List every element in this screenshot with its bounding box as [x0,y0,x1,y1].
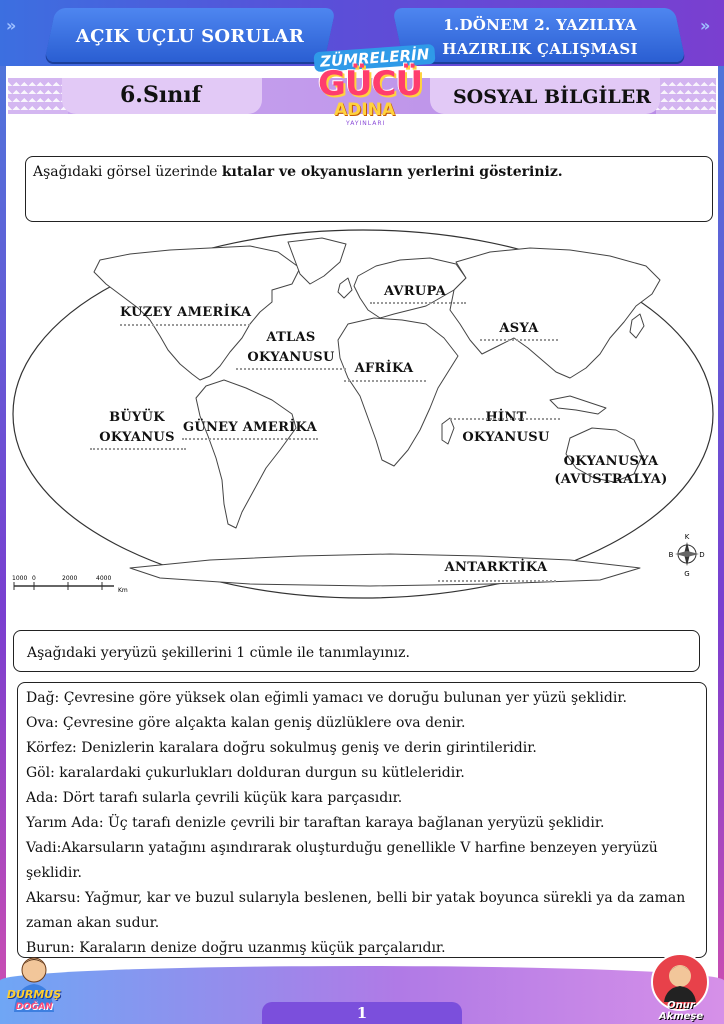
compass-s: G [684,570,690,578]
header-left-title: AÇIK UÇLU SORULAR [75,26,305,47]
label-antarktika: ANTARKTİKA [444,560,548,575]
publisher-logo [300,44,430,128]
label-asya: ASYA [499,321,539,336]
label-buyuk-1: BÜYÜK [109,410,165,425]
label-kuzey-amerika: KUZEY AMERİKA [120,305,252,320]
author-left-name-2: DOĞAN [15,1002,53,1012]
scale-label-0: 0 [32,575,36,582]
dotline-buyuk [90,448,186,450]
scale-label-4000: 4000 [96,575,112,582]
label-avrupa: AVRUPA [383,284,447,299]
grade-label: 6.Sınıf [120,82,202,108]
dotline-afrika [344,380,426,382]
label-hint-2: OKYANUSU [462,430,550,445]
label-afrika: AFRİKA [354,361,414,376]
pixel-pattern-right [656,78,716,114]
label-okyanusya-1: OKYANUSYA [563,454,659,469]
question2-text: Aşağıdaki yeryüzü şekillerini 1 cümle ile tanımlayınız. [27,645,410,661]
logo-top-text: ZÜMRELERİN [313,44,435,72]
dotline-kuzey-amerika [120,324,250,326]
right-border-decoration [718,0,724,1024]
answer-item-dag: Dağ: Çevresine göre yüksek olan eğimli yamacı ve doruğu bulunan yer yüzü şeklidir. [26,690,627,706]
subject-label: SOSYAL BİLGİLER [452,86,652,108]
answer-item-vadi: Vadi:Akarsuların yatağını aşındırarak oluşturduğu genellikle V harfine benzeyen yeryüzü şeklidir. [26,840,658,881]
pixel-pattern-left [8,78,68,114]
page-number: 1 [356,1004,368,1022]
logo-middle-text: GÜCÜ [318,64,423,104]
question1-text [33,164,563,180]
scale-unit: Km [118,587,128,594]
dotline-atlas [236,368,346,370]
label-guney-amerika: GÜNEY AMERİKA [182,420,318,435]
label-atlas-1: ATLAS [266,330,316,345]
scale-label-1000: 1000 [12,575,28,582]
answer-item-akarsu: Akarsu: Yağmur, kar ve buzul sularıyla beslenen, belli bir yatak boyunca sürekli ya da zaman zaman akan sudur. [26,890,686,931]
question1-bold: kıtalar ve okyanusların yerlerini gösteriniz. [221,164,563,180]
dotline-asya [480,339,558,341]
dotline-antarktika [438,580,556,582]
compass-n: K [684,533,690,541]
answer-item-ada: Ada: Dört tarafı sularla çevrili küçük kara parçasıdır. [26,790,403,806]
answer-item-gol: Göl: karalardaki çukurlukları dolduran durgun su kütleleridir. [26,765,465,781]
chevron-right-icon: » [700,16,711,35]
dotline-guney-amerika [182,438,318,440]
compass-rose [669,533,705,578]
world-map [10,228,716,600]
label-hint-1: HİNT [485,410,527,425]
answers-list [26,686,702,961]
left-border-decoration [0,0,6,1024]
logo-small-text: YAYINLARI [346,120,386,127]
dotline-hint [450,418,560,420]
label-okyanusya-2: (AVUSTRALYA) [554,472,668,487]
author-avatar-right [650,952,710,1022]
scale-bar [12,575,128,594]
author-left-name-1: DURMUŞ [6,988,62,1001]
question1-prefix: Aşağıdaki görsel üzerinde [33,164,222,180]
compass-e: D [699,551,705,559]
author-right-name: Onur Akmeşe [658,1000,704,1022]
header-right-title-line2: HAZIRLIK ÇALIŞMASI [442,40,638,58]
answer-item-burun: Burun: Karaların denize doğru uzanmış küçük parçalarıdır. [26,940,446,956]
header-right-title-line1: 1.DÖNEM 2. YAZILIYA [443,16,637,34]
label-atlas-2: OKYANUSU [247,350,335,365]
answer-item-ova: Ova: Çevresine göre alçakta kalan geniş düzlüklere ova denir. [26,715,466,731]
dotline-avrupa [370,302,466,304]
author-avatar-left [4,952,64,1018]
compass-w: B [668,551,674,559]
answer-item-korfez: Körfez: Denizlerin karalara doğru sokulmuş geniş ve derin girintileridir. [26,740,537,756]
answer-item-yarim-ada: Yarım Ada: Üç tarafı denizle çevrili bir taraftan karaya bağlanan yeryüzü şeklidir. [26,815,605,831]
label-buyuk-2: OKYANUS [99,430,175,445]
chevron-left-icon: » [6,16,17,35]
scale-label-2000: 2000 [62,575,78,582]
logo-bottom-text: ADINA [334,100,395,120]
